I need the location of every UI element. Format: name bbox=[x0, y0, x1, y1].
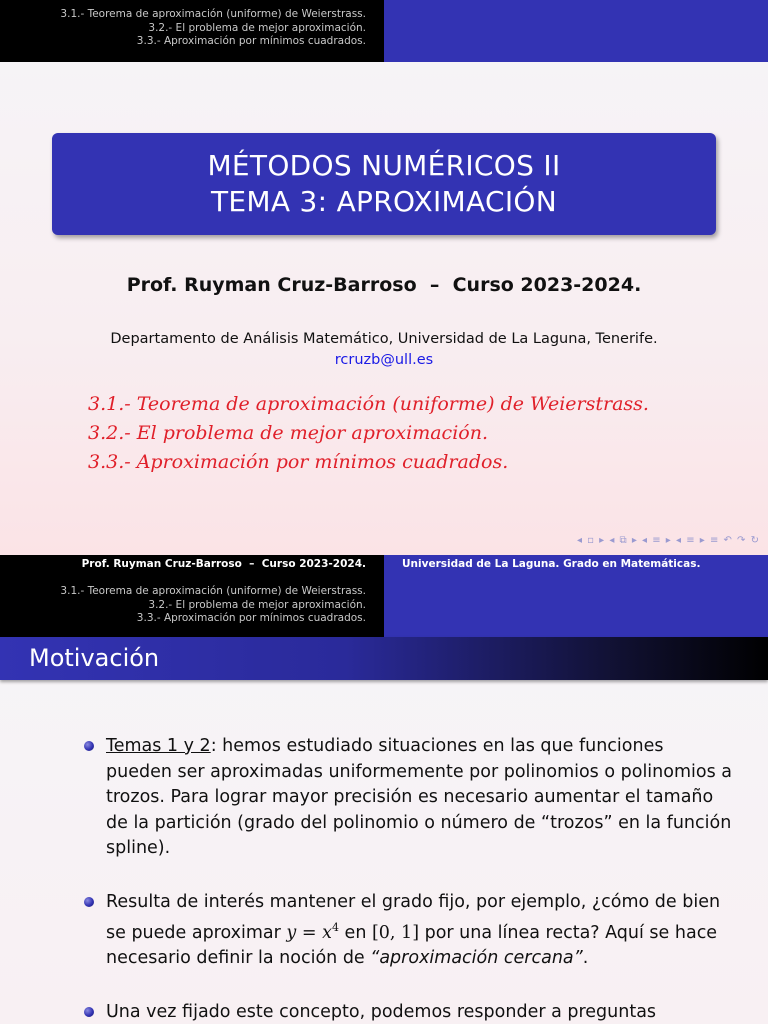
footer-institution: Universidad de La Laguna. Grado en Matemáticas. bbox=[384, 555, 768, 577]
beamer-navigation-icons[interactable]: ◂ ▫ ▸ ◂ ⧉ ▸ ◂ ≡ ▸ ◂ ≡ ▸ ≡ ↶ ↷ ↻ bbox=[576, 535, 760, 546]
bullet-list bbox=[84, 734, 734, 1024]
nav-section-1[interactable]: 3.1.- Teorema de aproximación (uniforme) de Weierstrass. bbox=[60, 8, 366, 20]
nav-section-1[interactable]: 3.1.- Teorema de aproximación (uniforme) de Weierstrass. bbox=[60, 585, 366, 597]
toc-item-1[interactable]: 3.1.- Teorema de aproximación (uniforme) de Weierstrass. bbox=[88, 393, 649, 415]
list-item bbox=[84, 734, 734, 862]
frame-title: Motivación bbox=[29, 644, 160, 672]
bullet-text bbox=[106, 734, 734, 862]
bullet-icon bbox=[84, 741, 94, 751]
email-link[interactable]: rcruzb@ull.es bbox=[334, 352, 434, 368]
bullet-text bbox=[106, 890, 734, 972]
slide-header bbox=[0, 577, 768, 637]
toc-item-3[interactable]: 3.3.- Aproximación por mínimos cuadrados. bbox=[88, 451, 509, 473]
bullet-icon bbox=[84, 1007, 94, 1017]
temas-link[interactable]: Temas 1 y 2 bbox=[106, 736, 211, 756]
math-interval: [0, 1] bbox=[371, 922, 420, 943]
bullet-1-text: : hemos estudiado situaciones en las que funciones pueden ser aproximadas uniformemente por polinomios o polinomios a trozos. Para lograr mayor precisión es necesario aumentar el tamaño de la partición (grado del polinomio o número de “trozos” en la función spline). bbox=[106, 736, 732, 858]
nav-section-2[interactable]: 3.2.- El problema de mejor aproximación. bbox=[148, 21, 366, 34]
toc-item-2[interactable]: 3.2.- El problema de mejor aproximación. bbox=[88, 422, 488, 444]
list-item bbox=[84, 1000, 734, 1024]
slide-header bbox=[0, 0, 768, 62]
slide-footer bbox=[0, 555, 768, 577]
header-blue-band bbox=[384, 577, 768, 637]
math-x: x bbox=[322, 922, 332, 943]
math-exponent: 4 bbox=[331, 921, 339, 934]
bullet-2-text-b: en bbox=[338, 922, 372, 943]
math-y: y bbox=[286, 922, 297, 943]
bullet-text: Una vez fijado este concepto, podemos responder a preguntas bbox=[106, 1001, 657, 1022]
title-line-1: MÉTODOS NUMÉRICOS II bbox=[207, 149, 561, 182]
title-box bbox=[52, 133, 716, 235]
frame-title-bar bbox=[0, 637, 768, 680]
math-equals: = bbox=[296, 922, 323, 943]
bullet-2-text-c: por una línea recta? Aquí se hace necesario definir la noción de bbox=[106, 922, 718, 969]
author-line: Prof. Ruyman Cruz-Barroso – Curso 2023-2024. bbox=[126, 274, 642, 296]
table-of-contents bbox=[88, 390, 649, 477]
bullet-2-text-d: . bbox=[582, 948, 589, 969]
footer-author: Prof. Ruyman Cruz-Barroso – Curso 2023-2024. bbox=[0, 555, 384, 577]
nav-section-2[interactable]: 3.2.- El problema de mejor aproximación. bbox=[148, 598, 366, 611]
bullet-2-text-a: Resulta de interés mantener el grado fijo, por ejemplo, ¿cómo de bien se puede aproximar bbox=[106, 891, 721, 943]
nav-section-3[interactable]: 3.3.- Aproximación por mínimos cuadrados. bbox=[136, 35, 366, 47]
section-navigation bbox=[0, 0, 384, 62]
title-line-2: TEMA 3: APROXIMACIÓN bbox=[211, 185, 557, 218]
section-navigation bbox=[0, 577, 384, 637]
department: Departamento de Análisis Matemático, Universidad de La Laguna, Tenerife. bbox=[110, 331, 658, 347]
bullet-icon bbox=[84, 897, 94, 907]
motivation-slide bbox=[0, 577, 768, 1024]
list-item bbox=[84, 890, 734, 972]
header-blue-band bbox=[384, 0, 768, 62]
emphasis-text: “aproximación cercana” bbox=[370, 948, 583, 969]
nav-section-3[interactable]: 3.3.- Aproximación por mínimos cuadrados. bbox=[136, 612, 366, 624]
